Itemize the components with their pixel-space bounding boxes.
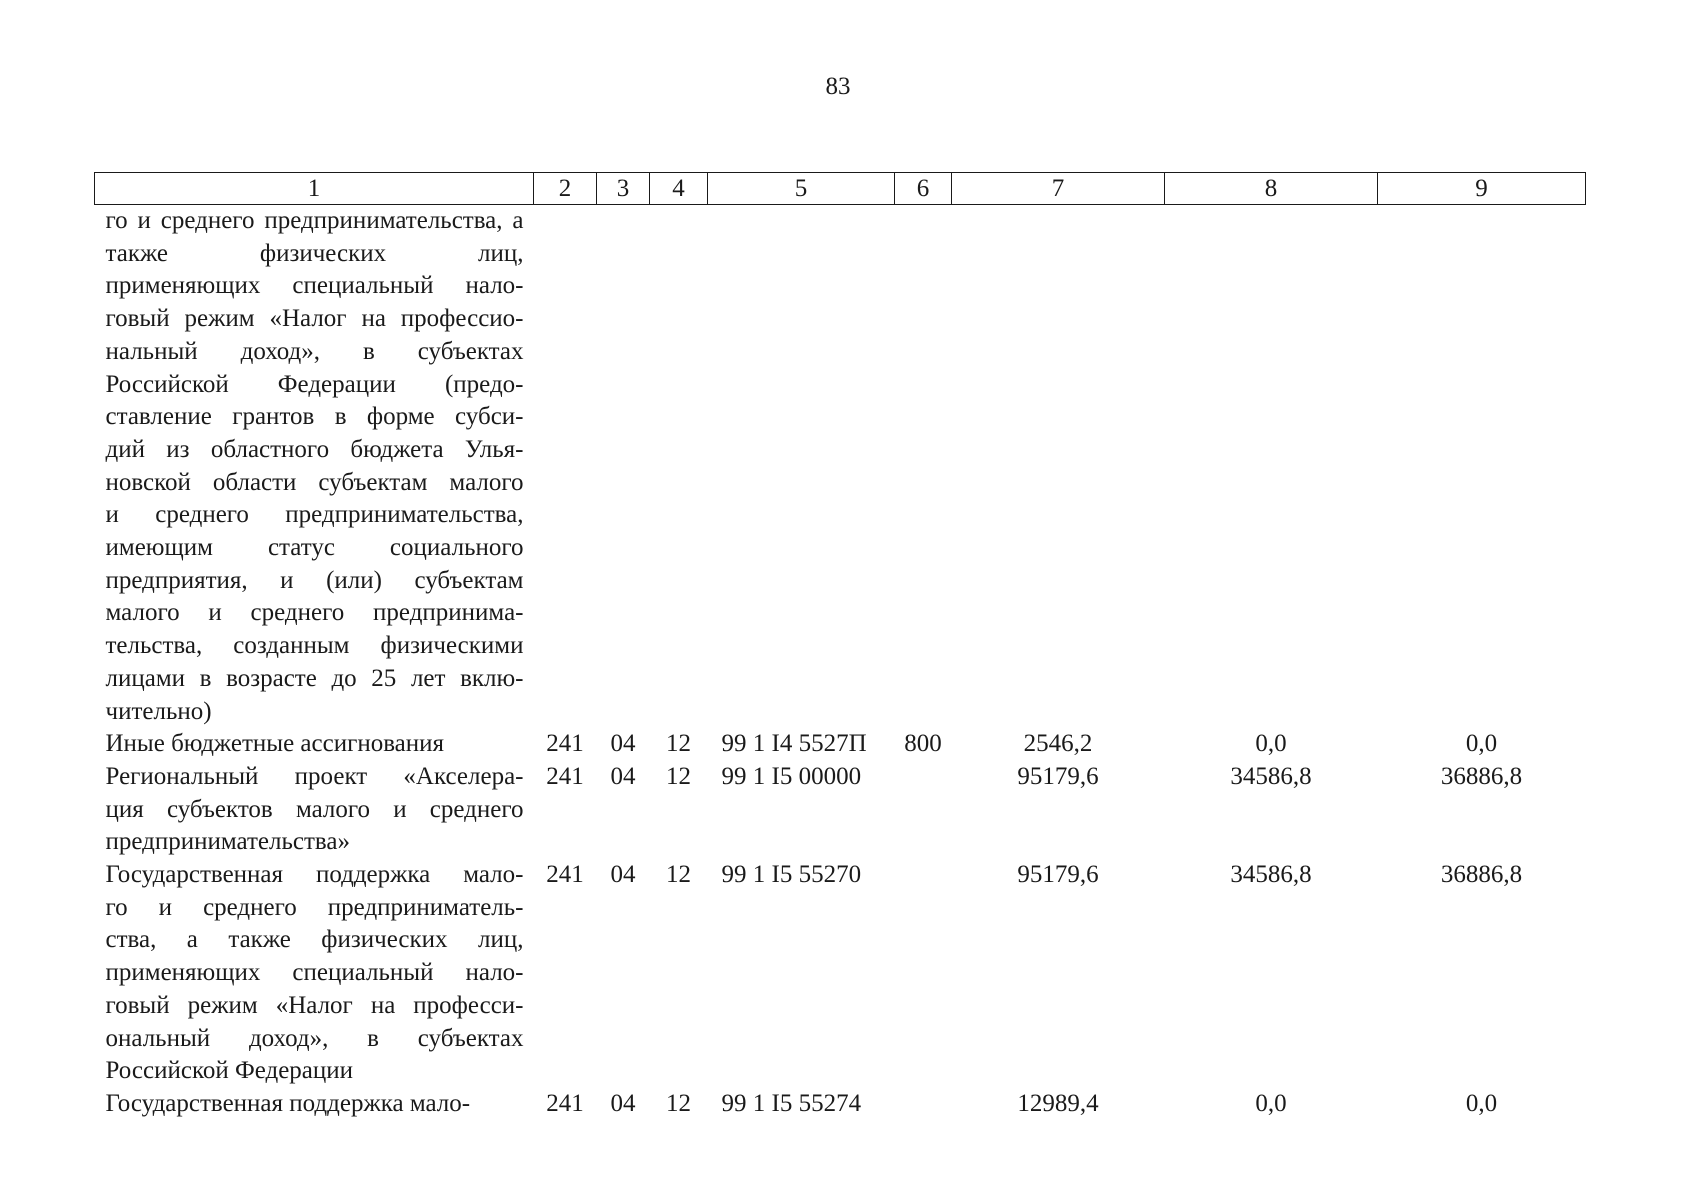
table-row	[95, 1088, 1586, 1121]
gr-code-cell: 241	[546, 730, 584, 758]
expense-type-cell	[895, 205, 952, 729]
description-line: применяющих специальный нало-	[105, 272, 524, 300]
table-row	[95, 205, 1586, 729]
description-line: чительно)	[105, 697, 212, 725]
description-cell	[95, 859, 534, 1088]
amount-col7-cell	[952, 205, 1165, 729]
target-article-cell: 99 1 I5 55270	[721, 861, 862, 889]
gr-code-cell: 241	[546, 861, 584, 889]
description-line: новской области субъектам малого	[105, 468, 524, 496]
column-header-5: 5	[708, 173, 895, 205]
amount-col9-cell: 0,0	[1465, 1089, 1498, 1117]
column-header-1: 1	[95, 173, 534, 205]
description-cell	[95, 1088, 534, 1121]
description-line: го и среднего предпринимательства, а также физических лиц,	[105, 207, 524, 267]
description-line: говый режим «Налог на профессио-	[105, 305, 524, 333]
gr-code-cell: 241	[546, 762, 584, 790]
section-code-cell: 04	[610, 730, 636, 758]
description-line: Государственная поддержка мало-	[105, 861, 524, 889]
subsection-code-cell	[650, 205, 708, 729]
amount-col8-cell: 0,0	[1255, 1089, 1287, 1117]
table-row	[95, 761, 1586, 859]
section-code-cell: 04	[610, 762, 636, 790]
description-line: предпринимательства»	[105, 828, 350, 856]
description-line: имеющим статус социального	[105, 534, 524, 562]
subsection-code-cell: 12	[666, 762, 691, 790]
column-header-3: 3	[597, 173, 650, 205]
description-line: ция субъектов малого и среднего	[105, 795, 524, 823]
section-code-cell	[597, 205, 650, 729]
amount-col9-cell: 36886,8	[1440, 861, 1523, 889]
expense-type-cell: 800	[904, 730, 942, 758]
table-row	[95, 728, 1586, 761]
amount-col8-cell: 34586,8	[1230, 861, 1312, 889]
description-cell	[95, 205, 534, 729]
amount-col9-cell	[1378, 205, 1586, 729]
amount-col9-cell: 0,0	[1465, 730, 1498, 758]
description-line: ональный доход», в субъектах	[105, 1024, 524, 1052]
target-article-cell: 99 1 I5 00000	[721, 762, 862, 790]
description-line: нальный доход», в субъектах	[105, 337, 524, 365]
column-header-7: 7	[952, 173, 1165, 205]
amount-col7-cell: 2546,2	[1023, 730, 1093, 758]
target-article-cell	[708, 205, 895, 729]
amount-col7-cell: 12989,4	[1017, 1089, 1099, 1117]
budget-table	[94, 172, 1586, 1121]
description-line: говый режим «Налог на професси-	[105, 991, 524, 1019]
column-header-2: 2	[534, 173, 597, 205]
expense-type-cell	[895, 1088, 952, 1121]
description-line: Российской Федерации (предо-	[105, 370, 524, 398]
amount-col9-cell: 36886,8	[1440, 762, 1523, 790]
description-line: применяющих специальный нало-	[105, 959, 524, 987]
description-line: лицами в возрасте до 25 лет вклю-	[105, 664, 524, 692]
description-line: ставление грантов в форме субси-	[105, 403, 524, 431]
subsection-code-cell: 12	[666, 861, 691, 889]
amount-col7-cell: 95179,6	[1017, 861, 1099, 889]
gr-code-cell: 241	[546, 1089, 584, 1117]
column-header-4: 4	[650, 173, 708, 205]
amount-col8-cell: 34586,8	[1230, 762, 1312, 790]
description-line: Российской Федерации	[105, 1057, 354, 1085]
description-line: предприятия, и (или) субъектам	[105, 566, 524, 594]
column-header-9: 9	[1378, 173, 1586, 205]
column-number-header-row	[95, 173, 1586, 205]
description-line: дий из областного бюджета Улья-	[105, 435, 524, 463]
target-article-cell: 99 1 I5 55274	[721, 1089, 862, 1117]
page-number: 83	[825, 73, 851, 100]
amount-col7-cell: 95179,6	[1017, 762, 1099, 790]
description-line: го и среднего предприниматель-	[105, 893, 524, 921]
description-line: тельства, созданным физическими	[105, 632, 524, 660]
table-row	[95, 859, 1586, 1088]
column-header-8: 8	[1165, 173, 1378, 205]
description-line: Государственная поддержка мало-	[105, 1089, 471, 1117]
section-code-cell: 04	[610, 1089, 636, 1117]
column-header-6: 6	[895, 173, 952, 205]
subsection-code-cell: 12	[666, 1089, 691, 1117]
expense-type-cell	[895, 859, 952, 1088]
description-line: малого и среднего предпринима-	[105, 599, 524, 627]
amount-col8-cell	[1165, 205, 1378, 729]
gr-code-cell	[534, 205, 597, 729]
subsection-code-cell: 12	[666, 730, 691, 758]
amount-col8-cell: 0,0	[1255, 730, 1287, 758]
description-line: и среднего предпринимательства,	[105, 501, 524, 529]
description-line: Региональный проект «Акселера-	[105, 762, 524, 790]
description-line: Иные бюджетные ассигнования	[105, 730, 445, 758]
section-code-cell: 04	[610, 861, 636, 889]
description-cell	[95, 761, 534, 859]
description-cell	[95, 728, 534, 761]
target-article-cell: 99 1 I4 5527П	[721, 730, 867, 758]
description-line: ства, а также физических лиц,	[105, 926, 524, 954]
table-body	[95, 205, 1586, 1121]
expense-type-cell	[895, 761, 952, 859]
